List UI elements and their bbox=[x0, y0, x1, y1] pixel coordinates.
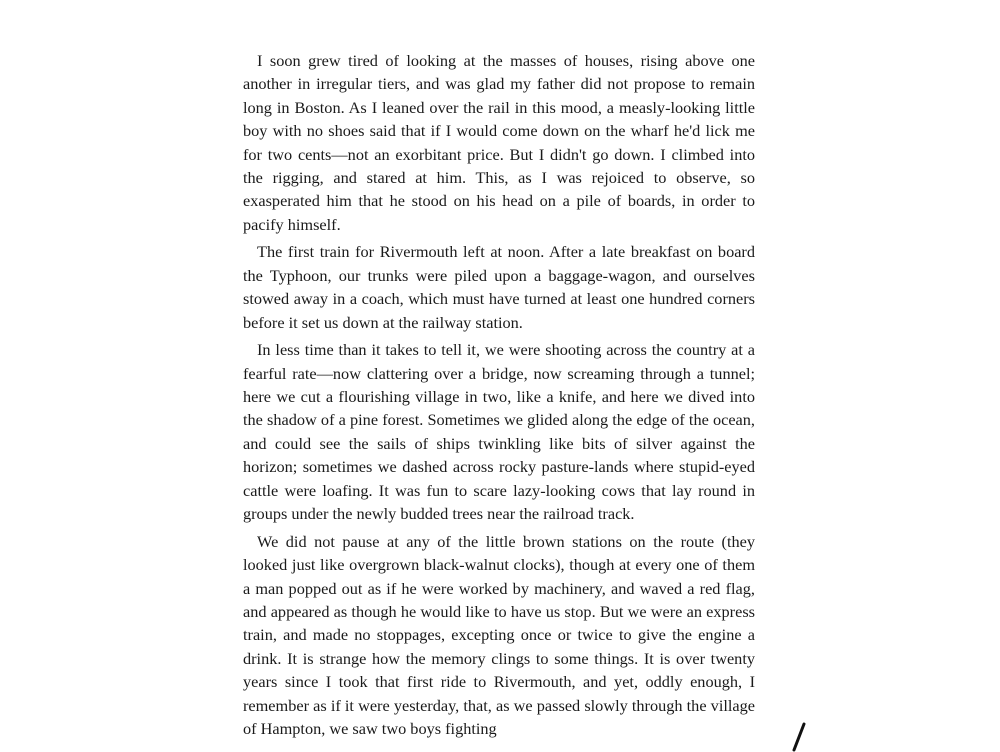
paragraph-2: The first train for Rivermouth left at noon. After a late breakfast on board the Typhoon, our trunks were piled upon a baggage-wagon, and ourselves stowed away in a coach, which must have turned at least one hundred corners before it set us down at the railway station. bbox=[243, 242, 755, 332]
pen-stroke-icon bbox=[788, 722, 808, 752]
paragraph-4: We did not pause at any of the little brown stations on the route (they looked just like overgrown black-walnut clocks), though at every one of them a man popped out as if he were worked by machinery, and waved a red flag, and appeared as though he would like to have us stop. But we were an express train, and made no stoppages, excepting once or twice to give the engine a drink. It is strange how the memory clings to some things. It is over twenty years since I took that first ride to Rivermouth, and yet, oddly enough, I remember as if it were yesterday, that, as we passed slowly through the village of Hampton, we saw two boys fighting bbox=[243, 531, 755, 738]
paragraph-1: I soon grew tired of looking at the masses of houses, rising above one another in irregular tiers, and was glad my father did not propose to remain long in Boston. As I leaned over the rail in this mood, a measly-looking little boy with no shoes said that if I would come down on the wharf he'd lick me for two cents—not an exorbitant price. But I didn't go down. I climbed into the rigging, and stared at him. This, as I was rejoiced to observe, so exasperated him that he stood on his head on a pile of boards, in order to pacify himself. bbox=[243, 51, 755, 234]
pen-stroke-path bbox=[794, 724, 804, 750]
paragraph-3: In less time than it takes to tell it, we were shooting across the country at a fearful rate—now clattering over a bridge, now screaming through a tunnel; here we cut a flourishing village in two, like a knife, and here we dived into the shadow of a pine forest. Sometimes we glided along the edge of the ocean, and could see the sails of ships twinkling like bits of silver against the horizon; sometimes we dashed across rocky pasture-lands where stupid-eyed cattle were loafing. It was fun to scare lazy-looking cows that lay round in groups under the newly budded trees near the railroad track. bbox=[243, 340, 755, 524]
body-text bbox=[243, 49, 755, 740]
